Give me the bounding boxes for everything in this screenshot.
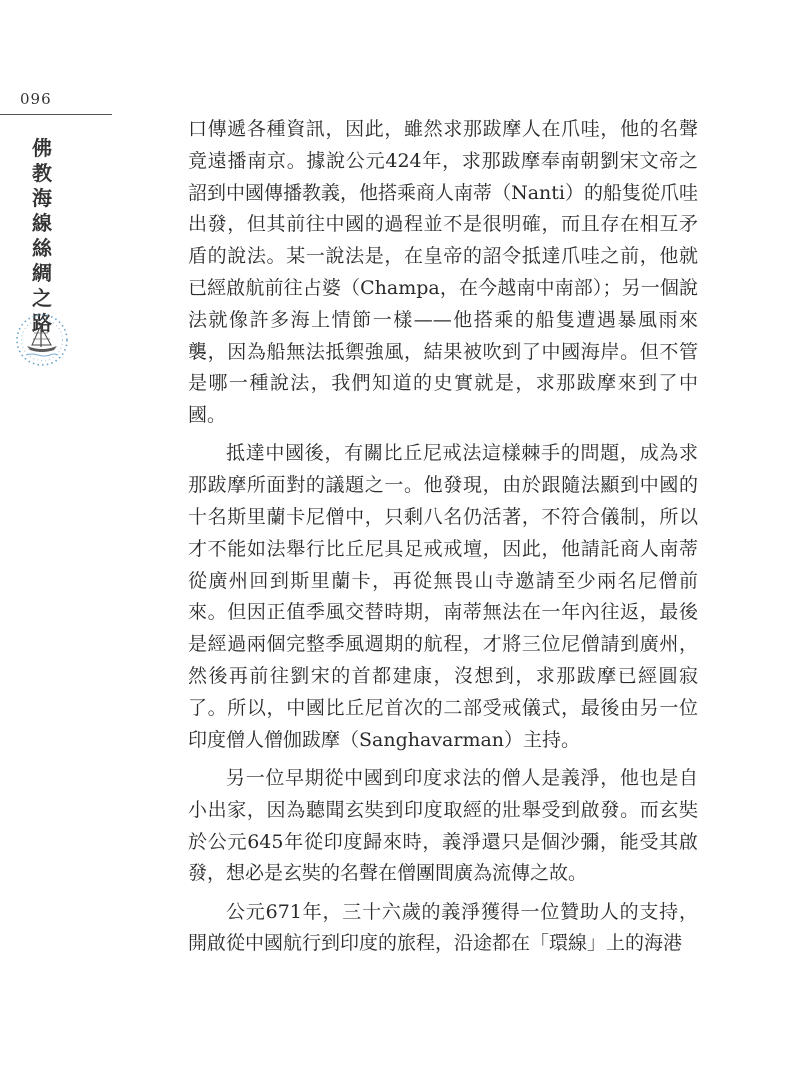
paragraph-1: 口傳遞各種資訊，因此，雖然求那跋摩人在爪哇，他的名聲竟遠播南京。據說公元424年，求那跋摩奉南朝劉宋文帝之詔到中國傳播教義，他搭乘商人南蒂（Nanti）的船隻從爪哇出發，但其前往中國的過程並不是很明確，而且存在相互矛盾的說法。某一說法是，在皇帝的詔令抵達爪哇之前，他就已經啟航前往占婆（Champa，在今越南中南部）；另一個說法就像許多海上情節一樣——他搭乘的船隻遭遇暴風雨來襲，因為船無法抵禦強風，結果被吹到了中國海岸。但不管是哪一種說法，我們知道的史實就是，求那跋摩來到了中國。 bbox=[188, 118, 698, 427]
page-number: 096 bbox=[20, 90, 52, 108]
paragraph-4: 公元671年，三十六歲的義淨獲得一位贊助人的支持，開啟從中國航行到印度的旅程，沿途都在「環線」上的海港 bbox=[188, 900, 698, 955]
paragraph-3: 另一位早期從中國到印度求法的僧人是義淨，他也是自小出家，因為聽聞玄奘到印度取經的壯舉受到啟發。而玄奘於公元645年從印度歸來時，義淨還只是個沙彌，能受其啟發，想必是玄奘的名聲在僧團間廣為流傳之故。 bbox=[188, 766, 698, 885]
running-title: 佛教海線絲綢之路 bbox=[32, 136, 52, 335]
paragraph-2: 抵達中國後，有關比丘尼戒法這樣棘手的問題，成為求那跋摩所面對的議題之一。他發現，由於跟隨法顯到中國的十名斯里蘭卡尼僧中，只剩八名仍活著，不符合儀制，所以才不能如法舉行比丘尼具足戒戒壇，因此，他請託商人南蒂從廣州回到斯里蘭卡，再從無畏山寺邀請至少兩名尼僧前來。但因正值季風交替時期，南蒂無法在一年內往返，最後是經過兩個完整季風週期的航程，才將三位尼僧請到廣州，然後再前往劉宋的首都建康，沒想到，求那跋摩已經圓寂了。所以，中國比丘尼首次的二部受戒儀式，最後由另一位印度僧人僧伽跋摩（Sanghavarman）主持。 bbox=[188, 442, 698, 751]
body-text bbox=[188, 114, 698, 967]
header-rule bbox=[0, 114, 112, 115]
ship-icon bbox=[14, 312, 70, 368]
